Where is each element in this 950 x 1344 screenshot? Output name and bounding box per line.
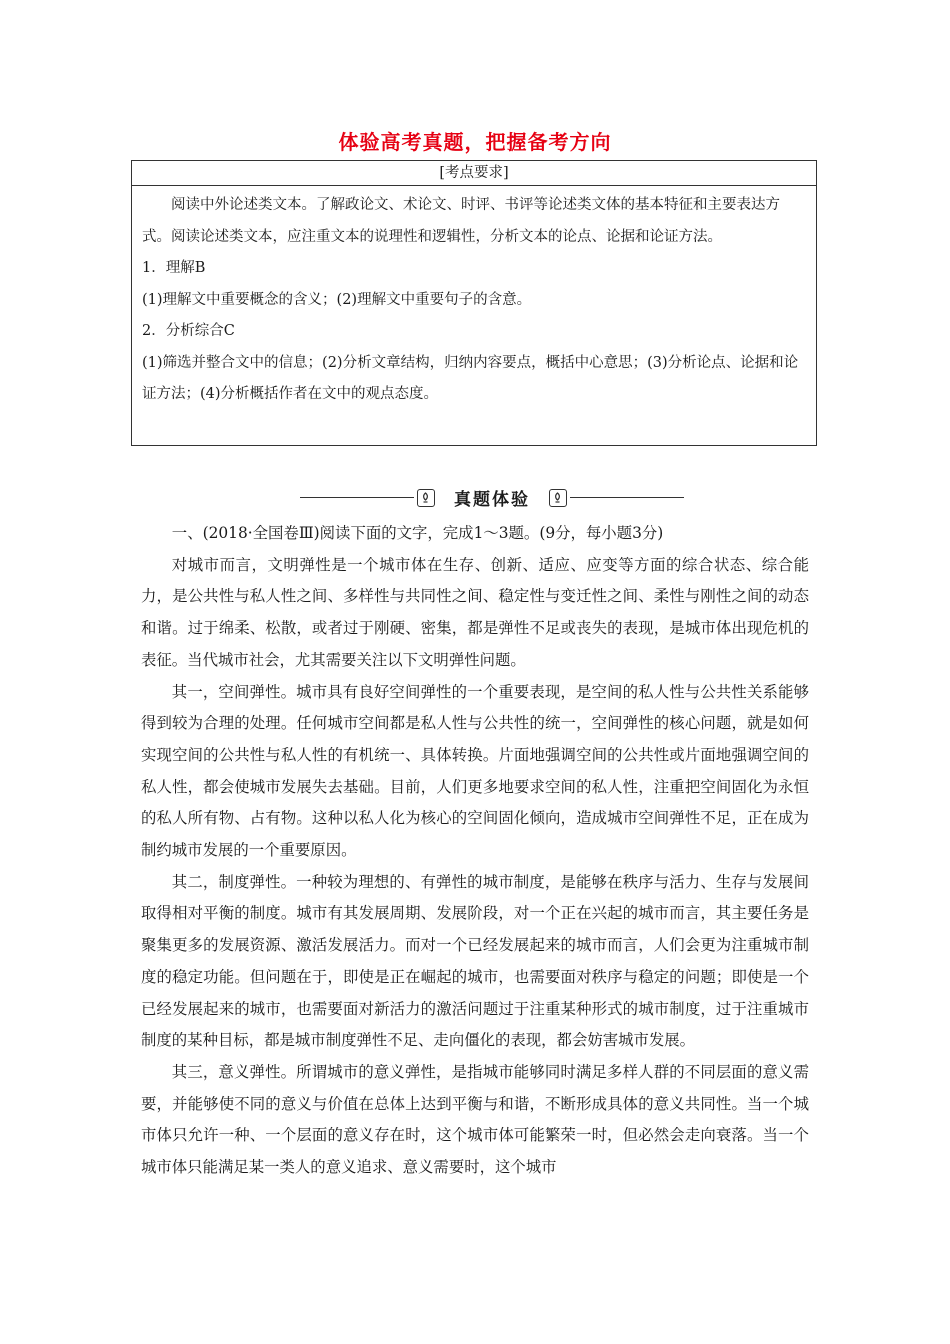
article-paragraph: 其一，空间弹性。城市具有良好空间弹性的一个重要表现，是空间的私人性与公共性关系能够得到较为合理的处理。任何城市空间都是私人性与公共性的统一，空间弹性的核心问题，就是如何实现空间的公共性与私人性的有机统一、具体转换。片面地强调空间的公共性或片面地强调空间的私人性，都会使城市发展失去基础。目前，人们更多地要求空间的私人性，注重把空间固化为永恒的私人所有物、占有物。这种以私人化为核心的空间固化倾向，造成城市空间弹性不足，正在成为制约城市发展的一个重要原因。 bbox=[141, 682, 809, 860]
lamp-icon bbox=[417, 489, 435, 507]
requirement-item-2-detail: (1)筛选并整合文中的信息；(2)分析文章结构，归纳内容要点，概括中心意思；(3)分析论点、论据和论证方法；(4)分析概括作者在文中的观点态度。 bbox=[142, 354, 799, 402]
requirements-intro: 阅读中外论述类文本。了解政论文、术论文、时评、书评等论述类文体的基本特征和主要表达方式。阅读论述类文本，应注重文本的说理性和逻辑性，分析文本的论点、论据和论证方法。 bbox=[142, 197, 780, 245]
requirements-header: [考点要求] bbox=[132, 161, 816, 186]
section-label: 真题体验 bbox=[454, 490, 530, 510]
requirement-item-1-detail: (1)理解文中重要概念的含义；(2)理解文中重要句子的含意。 bbox=[142, 291, 532, 308]
lamp-icon bbox=[549, 489, 567, 507]
article-paragraph: 对城市而言，文明弹性是一个城市体在生存、创新、适应、应变等方面的综合状态、综合能力，是公共性与私人性之间、多样性与共同性之间、稳定性与变迁性之间、柔性与刚性之间的动态和谐。过于绵柔、松散，或者过于刚硬、密集，都是弹性不足或丧失的表现，是城市体出现危机的表征。当代城市社会，尤其需要关注以下文明弹性问题。 bbox=[141, 555, 809, 669]
article-paragraph: 其二，制度弹性。一种较为理想的、有弹性的城市制度，是能够在秩序与活力、生存与发展间取得相对平衡的制度。城市有其发展周期、发展阶段，对一个正在兴起的城市而言，其主要任务是聚集更多的发展资源、激活发展活力。而对一个已经发展起来的城市而言，人们会更为注重城市制度的稳定功能。但问题在于，即使是正在崛起的城市，也需要面对秩序与稳定的问题；即使是一个已经发展起来的城市，也需要面对新活力的激活问题过于注重某种形式的城市制度，过于注重城市制度的某种目标，都是城市制度弹性不足、走向僵化的表现，都会妨害城市发展。 bbox=[141, 872, 809, 1050]
requirement-item-1-title: 1．理解B bbox=[142, 260, 206, 276]
divider-line-left bbox=[300, 497, 414, 498]
divider-line-right bbox=[570, 497, 684, 498]
requirements-box bbox=[131, 160, 817, 446]
question-intro: 一、(2018·全国卷Ⅲ)阅读下面的文字，完成1～3题。(9分，每小题3分) bbox=[171, 524, 664, 542]
page-title: 体验高考真题，把握备考方向 bbox=[338, 130, 612, 154]
requirements-body bbox=[132, 186, 816, 411]
requirement-item-2-title: 2．分析综合C bbox=[142, 323, 235, 339]
section-divider bbox=[300, 484, 684, 512]
article bbox=[141, 518, 809, 1184]
article-paragraph: 其三，意义弹性。所谓城市的意义弹性，是指城市能够同时满足多样人群的不同层面的意义需要，并能够使不同的意义与价值在总体上达到平衡与和谐，不断形成具体的意义共同性。当一个城市体只允许一种、一个层面的意义存在时，这个城市体可能繁荣一时，但必然会走向衰落。当一个城市体只能满足某一类人的意义追求、意义需要时，这个城市 bbox=[141, 1062, 809, 1177]
